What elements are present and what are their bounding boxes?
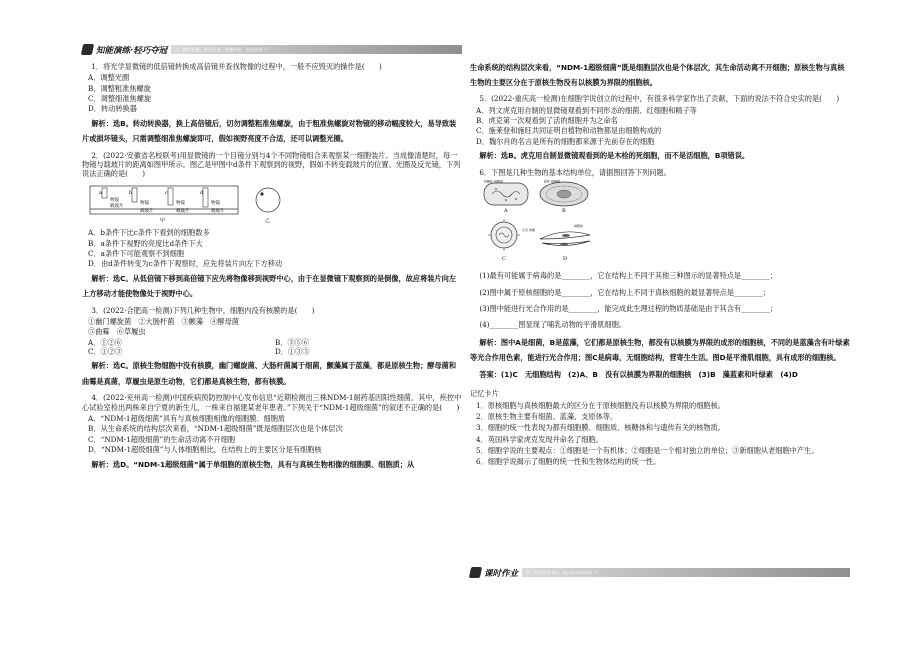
slide-word: 载玻片 (176, 208, 190, 214)
left-column (82, 62, 462, 476)
question-2-option: C．a条件下可能观察不到细胞 (88, 248, 185, 258)
question-2-analysis: 解析：选C。从低倍镜下移到高倍镜下应先将物像移到视野中心，由于在显微镜下观察到的是倒像，故应将装片向左上方移动才能使物像处于视野中心。 (82, 273, 457, 299)
question-3-items: ⑤曲霉 ⑥草履虫 (88, 327, 146, 337)
question-5-option: B．虎克第一次观看到了活的细胞并为之命名 (476, 115, 618, 125)
memory-card-item: 1．原核细胞与真核细胞最大的区分在于原核细胞没有以核膜为界限的细胞核。 (476, 400, 725, 410)
question-6-sub-1: (1)最有可能属于病毒的是________，它在结构上不同于其他三种图示的显著特点是________； (479, 271, 778, 281)
banner-subtitle: 》》 随堂检测，即时反馈，查漏补缺，提高巩固 》》 (175, 46, 271, 52)
question-3-option: B．③⑤⑥ (275, 337, 310, 347)
objective-label-a: a (99, 189, 102, 196)
banner-bar (171, 45, 462, 54)
question-3-option: C．①②③ (88, 347, 123, 357)
question-6-analysis: 解析：图中A是细菌，B是蓝藻，它们都是原核生物，都没有以核膜为界限的成形的细胞核，不同的是蓝藻含有叶绿素等光合作用色素，能进行光合作用；图C是病毒，无细胞结构，营寄生生活。图D是平滑肌细胞，具有成形的细胞核。 (470, 337, 850, 363)
memory-card-title: 记忆卡片 (470, 389, 499, 399)
question-2-option: D．由d条件转变为c条件下观察时，应先将装片向左下方移动 (88, 259, 283, 269)
banner-bar (522, 568, 850, 577)
cell-label-b: B (562, 207, 566, 214)
question-4-option: B．从生命系统的结构层次来看，“NDM-1超级细菌”既是细胞层次也是个体层次 (88, 424, 343, 434)
question-6-sub-4: (4)________图显现了哺乳动物的平滑肌细胞。 (479, 320, 627, 330)
cell-diagrams (478, 179, 598, 263)
figure-caption-jia: 甲 (160, 217, 166, 224)
question-6-answer: 答案：(1)C 无细胞结构 (2)A、B 没有以核膜为界限的细胞核 (3)B 藻蓝素和叶绿素 (4)D (479, 369, 798, 379)
question-3-stem: 3．(2022·合肥高一检测)下列几种生物中，细胞内没有核膜的是( ) (91, 305, 315, 315)
question-4-option: D．“NDM-1超级细菌”与人体细胞相比，在结构上的主要区分是有细胞核 (88, 445, 322, 455)
question-6-sub-3: (3)图中能进行光合作用的是________，能完成此生理过程的物质基础是由于其含有________； (479, 304, 778, 314)
question-5-option: C．施莱登和施旺共同证明自植物和动物都是由细胞构成的 (476, 126, 662, 136)
figure-jia (88, 182, 248, 226)
field-of-view-diagram (254, 182, 284, 224)
objective-word: 物镜 (211, 200, 220, 206)
question-3-options (88, 338, 462, 357)
question-2-option: A．b条件下比c条件下看到的细胞数多 (88, 228, 210, 238)
section-banner-homework (470, 567, 850, 578)
question-1-option: B．调整粗准焦螺旋 (88, 83, 151, 93)
memory-card-item: 3．细胞的统一性表现为都有细胞膜、细胞质、核糖体和与遗传有关的核物质。 (476, 423, 725, 433)
question-4-analysis-start: 解析：选D。“NDM-1超级细菌”属于单细胞的原核生物，具有与真核生物相像的细胞膜、细胞质；从 (91, 459, 415, 469)
figure-caption-yi: 乙 (265, 217, 271, 224)
banner-title: 知能演练·轻巧夺冠 (96, 45, 168, 56)
question-2-option: B．a条件下视野的亮度比d条件下大 (88, 238, 203, 248)
cell-label-c: C (502, 255, 506, 262)
question-1-stem: 1．将光学显微镜的低倍镜转换成高倍镜并查找物像的过程中，一般不应毁灭的操作是( ) (91, 62, 382, 71)
figure-yi (254, 182, 284, 226)
objective-label-c: c (165, 189, 168, 196)
memory-card-item: 2．原核生物主要有细菌、蓝藻、支原体等。 (476, 411, 618, 421)
memory-card-item: 5．细胞学说的主要观点：①细胞是一个有机体；②细胞是一个相对独立的单位；③新细胞从老细胞中产生。 (476, 446, 819, 455)
objective-word: 物镜 (176, 200, 185, 206)
question-3-items: ①幽门螺旋菌 ②大肠杆菌 ③颤藻 ④酵母菌 (88, 316, 239, 326)
memory-card-item: 6．细胞学说揭示了细胞的统一性和生物体结构的统一性。 (476, 457, 661, 467)
right-column (470, 62, 850, 469)
question-6-sub-2: (2)图中属于原核细胞的是________，它在结构上不同于真核细胞的最显著特点是________； (479, 287, 770, 297)
question-4-stem: 4．(2022·兖州高一检测)中国疾病预防控制中心发布信息“近期检测出三株NDM-1耐药基因阳性细菌。其中，疾控中心试验室检出两株来自宁夏的新生儿，一株来自福建某老年患者。”下列关于“NDM-1超级细菌”的叙述不正确的是( ) (82, 393, 462, 412)
question-5-option: D．魏尔肖的名言是所有的细胞都来源于先前存在的细胞 (476, 136, 655, 146)
question-1-analysis: 解析：选B。转动转换器，换上高倍镜后，切勿调整粗准焦螺旋，由于粗准焦螺旋对物镜的移动幅度较大，易导致装片或损坏镜头，只需调整细准焦螺旋即可，假如视野亮度不合适，还可以调整光圈。 (82, 118, 457, 144)
question-3-analysis: 解析：选C。原核生物细胞中没有核膜，幽门螺旋菌、大肠杆菌属于细菌，颤藻属于蓝藻，都是原核生物；酵母菌和曲霉是真菌，草履虫是原生动物，它们都是真核生物，都有核膜。 (82, 361, 457, 386)
question-4-option: A．“NDM-1超级细菌”具有与真核细胞相像的细胞膜、细胞质 (88, 414, 286, 424)
cell-b-note: 拟核 细胞壁 (544, 179, 560, 184)
section-banner-practice (82, 44, 462, 55)
slide-word: 载玻片 (140, 208, 154, 214)
question-1-option: C．调整细准焦螺旋 (88, 94, 152, 104)
banner-title: 课时作业 (484, 568, 519, 579)
question-2-stem: 2．(2022·安徽省名校联考)用显微镜的一个目镜分别与4个不同物镜组合来观察某一细胞装片。当成像清楚时，每一物镜与载玻片的距离如图甲所示。图乙是甲图中d条件下观察到的视野，假如不转变载玻片的位置、光圈及反光镜，下列说法正确的是( ) (82, 150, 461, 179)
cell-structures-figure (478, 179, 850, 265)
banner-icon (469, 567, 482, 578)
question-1-option: A．调整光圈 (88, 73, 130, 83)
question-3-option: A．①②⑥ (88, 337, 122, 347)
banner-subtitle: 》》 在学生用书中，此内容单独成册 》》 (526, 569, 600, 575)
question-4-option: C．“NDM-1超级细菌”的生命活动离不开细胞 (88, 434, 236, 444)
microscope-figure (88, 182, 462, 226)
slide-word: 载玻片 (110, 203, 124, 209)
question-5-stem: 5．(2022·重庆高一检测)在细胞学说创立的过程中，有很多科学家作出了贡献，下面的说法不符合史实的是( ) (479, 94, 840, 104)
memory-card (470, 389, 850, 467)
objective-label-d: d (200, 189, 204, 196)
cell-a-note: 核糖体 细胞质 (484, 179, 503, 184)
cell-label-a: A (504, 207, 508, 214)
objective-word: 物镜 (110, 197, 119, 203)
banner-icon (81, 44, 94, 55)
question-4-analysis-continued: 生命系统的结构层次来看，“NDM-1超级细菌”既是细胞层次也是个体层次，其生命活动离不开细胞；原核生物与真核生物的主要区分在于原核生物没有以核膜为界限的细胞核。 (470, 63, 845, 88)
question-3-option: D．①③⑤ (275, 347, 310, 357)
slide-word: 载玻片 (211, 208, 225, 214)
cell-label-d: D (563, 255, 568, 262)
question-5-analysis: 解析：选B。虎克用自制显微镜观看到的是木栓的死细胞，而不是活细胞，B项错误。 (479, 151, 750, 161)
cell-d-note: 细胞核 (574, 223, 584, 228)
cell-c-note: 衣壳 核酸 (522, 227, 535, 232)
objective-distance-diagram (88, 182, 248, 224)
question-1-option: D．转动转换器 (88, 104, 137, 114)
objective-label-b: b (129, 189, 133, 196)
question-5-option: A．列文虎克用自制的显微镜观看到不同形态的细菌、红细胞和精子等 (476, 105, 697, 115)
question-6-stem: 6．下图是几种生物的基本结构单位，请据图回答下列问题。 (479, 167, 671, 177)
objective-word: 物镜 (140, 200, 149, 206)
memory-card-item: 4．英国科学家虎克发现并命名了细胞。 (476, 434, 603, 444)
